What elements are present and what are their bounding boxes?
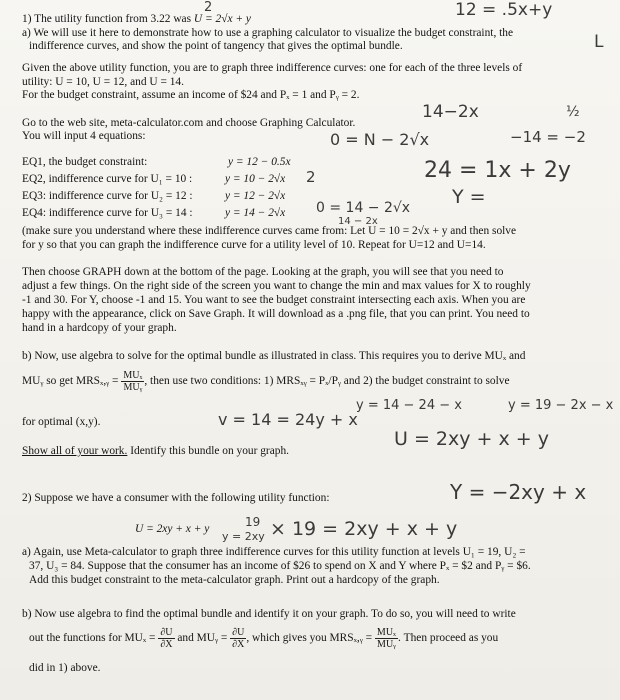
make-line2: for y so that you can graph the indifference curve for a utility level of 10. Repeat for U=12 and U=14. <box>22 239 486 251</box>
q1a-line2: indifference curves, and show the point of tangency that gives the optimal bundle. <box>29 40 403 52</box>
hw-utility: U = 2xy + x + y <box>394 428 549 450</box>
show-work-line: Show all of your work. Identify this bundle on your graph. <box>22 445 290 457</box>
q2b-line2: out the functions for MUₓ = $\frac{\partial U}{\partial X}$ and MUᵧ = $\frac{\partial U}{\partial X}$ , which gives you MRSₓ,ᵧ = $\frac{\text{MUₓ}}{\text{MUᵧ}}$ . Then proceed as you <box>29 627 499 650</box>
budget-line: For the budget constraint, assume an income of $24 and Pₓ = 1 and Pᵧ = 2. <box>22 89 360 101</box>
hw-14-2x: 14−2x <box>422 102 479 122</box>
q2b-line3: did in 1) above. <box>29 662 101 674</box>
then-line1: Then choose GRAPH down at the bottom of the page. Looking at the graph, you will see that you need to <box>22 266 504 278</box>
hw-y1: y = 14 − 24 − x <box>356 398 462 413</box>
hw-14-2x-small: 14 − 2x <box>338 216 378 227</box>
q2a-line1: a) Again, use Meta-calculator to graph three indifference curves for this utility function at levels U₁ = 19, U₂ = <box>22 546 526 558</box>
hw-y2: y = 19 − 2x − x <box>508 398 614 413</box>
hw-2: 2 <box>306 168 316 186</box>
hw-y-2xy: y = 2xy <box>222 530 265 543</box>
eq1-label: EQ1, the budget constraint: <box>22 156 148 168</box>
goto-line: Go to the web site, meta-calculator.com and choose Graphing Calculator. <box>22 117 356 129</box>
eq2-label: EQ2, indifference curve for U₁ = 10 : <box>22 173 193 185</box>
given-line1: Given the above utility function, you are to graph three indifference curves: one for each of the three levels of <box>22 62 523 74</box>
hw-Y2: Y = −2xy + x <box>450 480 587 504</box>
q1-heading: 1) The utility function from 3.22 was U = 2√x + y <box>22 13 251 25</box>
q2a-line2: 37, U₃ = 84. Suppose that the consumer has an income of $26 to spend on X and Y where Pₓ = $2 and Pᵧ = $6. <box>29 560 531 572</box>
hw-side-L: L <box>594 32 604 52</box>
then-line3: -1 and 30. For Y, choose -1 and 15. You want to see the budget constraint intersecting each axis. When you are <box>22 294 526 306</box>
mrs2-fraction: $\frac{\text{MUₓ}}{\text{MUᵧ}}$ <box>376 627 396 650</box>
eq1-value: y = 12 − 0.5x <box>228 156 291 168</box>
q1a-line1: a) We will use it here to demonstrate how to use a graphing calculator to visualize the budget constraint, the <box>22 27 514 39</box>
then-line4: happy with the appearance, click on Save Graph. It will download as a .png file, that you can print. You need to <box>22 308 530 320</box>
given-line2: utility: U = 10, U = 12, and U = 14. <box>22 76 184 88</box>
then-line5: hand in a hardcopy of your graph. <box>22 322 177 334</box>
b-line3: for optimal (x,y). <box>22 416 101 428</box>
mrs-fraction: $\frac{\text{MUₓ}}{\text{MUᵧ}}$ <box>123 370 143 393</box>
q2-heading: 2) Suppose we have a consumer with the following utility function: <box>22 492 330 504</box>
eq3-label: EQ3: indifference curve for U₂ = 12 : <box>22 190 193 202</box>
muy-fraction: $\frac{\partial U}{\partial X}$ <box>232 627 245 650</box>
eq4-value: y = 14 − 2√x <box>225 207 286 219</box>
q2a-line3: Add this budget constraint to the meta-calculator graph. Print out a hardcopy of the graph. <box>29 574 440 586</box>
b-line1: b) Now, use algebra to solve for the optimal bundle as illustrated in class. This requires you to derive MUₓ and <box>22 350 526 362</box>
hw-half: ½ <box>566 104 580 120</box>
hw-0-eq: 0 = N − 2√x <box>330 130 430 149</box>
q2-utility: U = 2xy + x + y <box>135 523 210 535</box>
hw-budget: v = 14 = 24y + x <box>218 410 358 429</box>
eq3-value: y = 12 − 2√x <box>225 190 286 202</box>
then-line2: adjust a few things. On the right side of the screen you want to change the min and max values for X to roughly <box>22 280 531 292</box>
hw-minus14: −14 = −2 <box>510 128 586 146</box>
q2b-line1: b) Now use algebra to find the optimal bundle and identify it on your graph. To do so, you will need to write <box>22 608 516 620</box>
hw-24-eq: 24 = 1x + 2y <box>424 158 571 183</box>
hw-top-2: 2 <box>204 0 213 15</box>
input-line: You will input 4 equations: <box>22 130 146 142</box>
hw-top-right: 12 = .5x+y <box>455 0 553 20</box>
hw-Y-eq: Y = <box>452 186 486 208</box>
b-line2: MUᵧ so get MRSₓ,ᵧ = $\frac{\text{MUₓ}}{\text{MUᵧ}}$ , then use two conditions: 1) MRSₓᵧ = Pₓ/Pᵧ and 2) the budget constraint to solve <box>22 370 510 393</box>
hw-0-14: 0 = 14 − 2√x <box>316 200 411 216</box>
hw-19: 19 <box>245 515 261 529</box>
mux-fraction: $\frac{\partial U}{\partial X}$ <box>160 627 173 650</box>
hw-19-eq: × 19 = 2xy + x + y <box>270 518 458 540</box>
eq4-label: EQ4: indifference curve for U₃ = 14 : <box>22 207 193 219</box>
make-line1: (make sure you understand where these indifference curves came from: Let U = 10 = 2√x + y and then solve <box>22 225 517 237</box>
eq2-value: y = 10 − 2√x <box>225 173 286 185</box>
